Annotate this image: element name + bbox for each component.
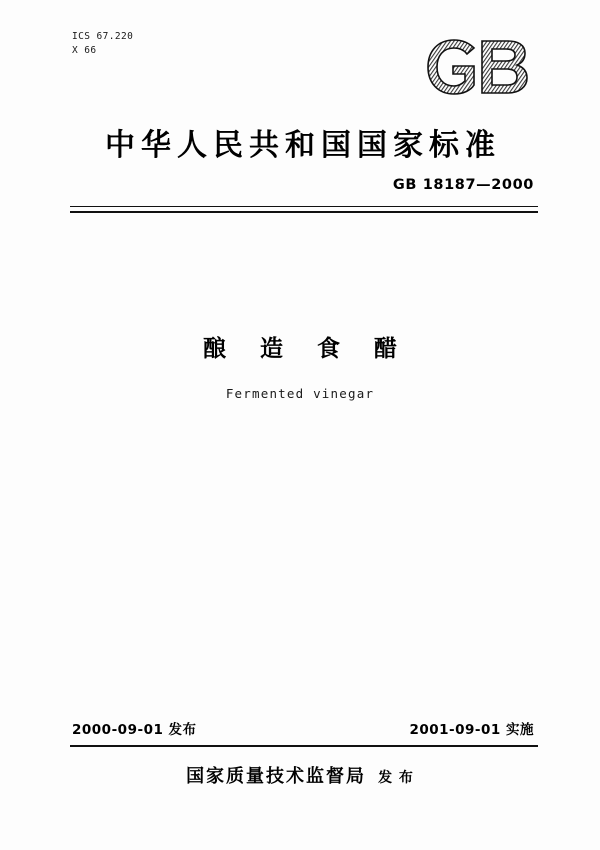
issue-date: 2000-09-01 发布 xyxy=(72,722,197,738)
divider-top xyxy=(70,206,538,207)
effective-date: 2001-09-01 实施 xyxy=(409,722,534,738)
standard-number: GB 18187—2000 xyxy=(392,177,534,193)
subject-title-english: Fermented vinegar xyxy=(225,386,375,401)
ics-code-line: ICS 67.220 xyxy=(72,31,134,42)
ccs-code-line: X 66 xyxy=(72,45,97,57)
subject-title-chinese: 酿 造 食 醋 xyxy=(202,336,411,362)
ics-classification-block xyxy=(72,30,133,59)
divider-top-thick xyxy=(70,211,538,213)
publisher-name: 国家质量技术监督局 xyxy=(186,766,367,787)
page-title: 中华人民共和国国家标准 xyxy=(105,128,501,163)
divider-bottom xyxy=(70,745,538,747)
gb-national-standard-logo-icon xyxy=(424,36,534,98)
publisher-suffix: 发 布 xyxy=(378,770,414,786)
publisher-line xyxy=(0,762,600,788)
